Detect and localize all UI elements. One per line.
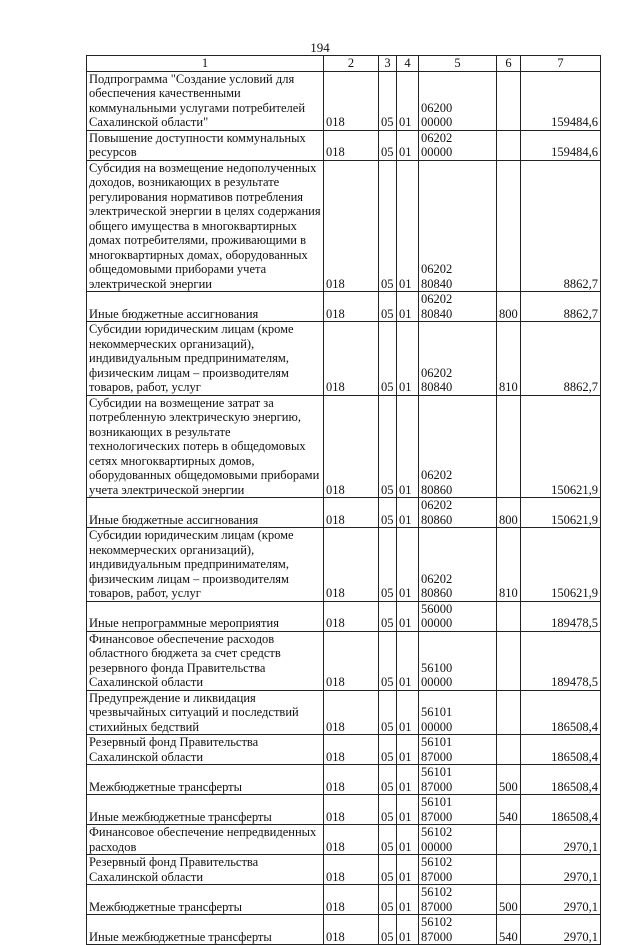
row-subsection: 01: [397, 855, 419, 885]
row-section: 05: [379, 498, 397, 528]
row-amount: 150621,9: [521, 528, 601, 602]
row-name: Иные непрограммные мероприятия: [87, 601, 324, 631]
row-target-direction-code: 80840: [421, 380, 453, 394]
row-name: Иные бюджетные ассигнования: [87, 498, 324, 528]
row-target-direction-code: 80860: [421, 482, 453, 497]
row-target-article: [419, 735, 497, 765]
row-target-article: [419, 71, 497, 130]
row-ministry-code: 018: [324, 71, 379, 130]
row-expense-type: 500: [497, 885, 521, 915]
table-row: [87, 498, 601, 528]
row-ministry-code: 018: [324, 765, 379, 795]
row-subsection: 01: [397, 825, 419, 855]
row-amount: 159484,6: [521, 71, 601, 130]
row-target-program-code: 56101: [421, 765, 453, 779]
row-ministry-code: 018: [324, 160, 379, 292]
table-row: [87, 160, 601, 292]
row-section: 05: [379, 71, 397, 130]
row-section: 05: [379, 601, 397, 631]
row-expense-type: [497, 690, 521, 735]
row-name: Межбюджетные трансферты: [87, 885, 324, 915]
row-ministry-code: 018: [324, 292, 379, 322]
row-expense-type: [497, 601, 521, 631]
row-amount: 150621,9: [521, 395, 601, 498]
row-section: 05: [379, 322, 397, 396]
row-amount: 186508,4: [521, 690, 601, 735]
row-expense-type: [497, 855, 521, 885]
table-row: [87, 795, 601, 825]
row-target-program-code: 56102: [421, 825, 453, 839]
row-amount: 8862,7: [521, 322, 601, 396]
column-header-2: 2: [324, 56, 379, 72]
row-target-direction-code: 00000: [421, 616, 453, 630]
budget-table: [86, 55, 601, 945]
row-target-program-code: 56101: [421, 795, 453, 809]
row-section: 05: [379, 885, 397, 915]
row-section: 05: [379, 690, 397, 735]
table-row: [87, 915, 601, 945]
row-target-program-code: 06202: [421, 365, 453, 380]
row-amount: 159484,6: [521, 130, 601, 160]
row-target-article: [419, 601, 497, 631]
row-expense-type: [497, 825, 521, 855]
row-subsection: 01: [397, 160, 419, 292]
row-expense-type: [497, 130, 521, 160]
row-name: Резервный фонд Правительства Сахалинской области: [87, 855, 324, 885]
row-expense-type: 810: [497, 322, 521, 396]
row-expense-type: 810: [497, 528, 521, 602]
row-subsection: 01: [397, 71, 419, 130]
row-target-program-code: 56101: [421, 735, 453, 749]
row-name: Финансовое обеспечение непредвиденных расходов: [87, 825, 324, 855]
row-target-direction-code: 87000: [421, 749, 453, 764]
row-expense-type: [497, 71, 521, 130]
table-row: [87, 130, 601, 160]
row-ministry-code: 018: [324, 631, 379, 690]
table-row: [87, 322, 601, 396]
row-amount: 189478,5: [521, 631, 601, 690]
row-ministry-code: 018: [324, 690, 379, 735]
table-row: [87, 528, 601, 602]
row-target-program-code: 06202: [421, 130, 453, 145]
row-ministry-code: 018: [324, 885, 379, 915]
row-target-article: [419, 631, 497, 690]
table-row: [87, 601, 601, 631]
row-subsection: 01: [397, 498, 419, 528]
row-target-article: [419, 795, 497, 825]
row-subsection: 01: [397, 322, 419, 396]
row-subsection: 01: [397, 885, 419, 915]
table-row: [87, 690, 601, 735]
table-row: [87, 885, 601, 915]
row-target-program-code: 06202: [421, 468, 453, 482]
row-section: 05: [379, 735, 397, 765]
row-target-direction-code: 87000: [421, 809, 453, 824]
row-subsection: 01: [397, 915, 419, 945]
row-amount: 2970,1: [521, 915, 601, 945]
row-section: 05: [379, 855, 397, 885]
row-target-direction-code: 87000: [421, 929, 453, 944]
row-target-article: [419, 915, 497, 945]
row-section: 05: [379, 528, 397, 602]
row-name: Иные межбюджетные трансферты: [87, 915, 324, 945]
table-header: [87, 56, 601, 72]
row-expense-type: [497, 631, 521, 690]
row-amount: 8862,7: [521, 292, 601, 322]
row-target-direction-code: 00000: [421, 719, 453, 734]
row-section: 05: [379, 631, 397, 690]
table-body: [87, 71, 601, 945]
row-target-direction-code: 00000: [421, 675, 453, 689]
row-target-program-code: 56100: [421, 660, 453, 675]
row-ministry-code: 018: [324, 855, 379, 885]
row-target-article: [419, 160, 497, 292]
row-target-direction-code: 87000: [421, 779, 453, 794]
row-target-direction-code: 80840: [421, 276, 453, 291]
row-target-article: [419, 528, 497, 602]
row-target-article: [419, 395, 497, 498]
row-expense-type: [497, 395, 521, 498]
row-target-article: [419, 690, 497, 735]
row-expense-type: 500: [497, 765, 521, 795]
row-subsection: 01: [397, 735, 419, 765]
row-ministry-code: 018: [324, 735, 379, 765]
row-target-program-code: 06200: [421, 100, 453, 115]
row-target-article: [419, 765, 497, 795]
row-subsection: 01: [397, 631, 419, 690]
row-target-direction-code: 80860: [421, 586, 453, 600]
row-target-direction-code: 00000: [421, 115, 453, 129]
row-name: Предупреждение и ликвидация чрезвычайных ситуаций и последствий стихийных бедствий: [87, 690, 324, 735]
row-target-article: [419, 322, 497, 396]
table-row: [87, 631, 601, 690]
table-row: [87, 71, 601, 130]
row-expense-type: [497, 160, 521, 292]
row-target-direction-code: 80840: [421, 306, 453, 321]
column-header-6: 6: [497, 56, 521, 72]
row-target-direction-code: 00000: [421, 839, 453, 854]
row-target-program-code: 56101: [421, 705, 453, 719]
row-section: 05: [379, 292, 397, 322]
row-amount: 8862,7: [521, 160, 601, 292]
row-ministry-code: 018: [324, 528, 379, 602]
row-amount: 189478,5: [521, 601, 601, 631]
table-row: [87, 855, 601, 885]
row-subsection: 01: [397, 690, 419, 735]
row-target-article: [419, 825, 497, 855]
row-subsection: 01: [397, 395, 419, 498]
row-amount: 2970,1: [521, 825, 601, 855]
row-subsection: 01: [397, 601, 419, 631]
row-name: Иные бюджетные ассигнования: [87, 292, 324, 322]
table-row: [87, 765, 601, 795]
row-name: Субсидии юридическим лицам (кроме некоммерческих организаций), индивидуальным предпринимателям, физическим лицам – производителям товаров, работ, услуг: [87, 528, 324, 602]
row-section: 05: [379, 130, 397, 160]
row-name: Повышение доступности коммунальных ресурсов: [87, 130, 324, 160]
row-amount: 2970,1: [521, 885, 601, 915]
row-ministry-code: 018: [324, 130, 379, 160]
row-target-program-code: 06202: [421, 571, 453, 586]
column-header-7: 7: [521, 56, 601, 72]
row-section: 05: [379, 825, 397, 855]
row-ministry-code: 018: [324, 322, 379, 396]
column-header-5: 5: [419, 56, 497, 72]
row-expense-type: 800: [497, 498, 521, 528]
row-name: Иные межбюджетные трансферты: [87, 795, 324, 825]
row-target-direction-code: 87000: [421, 869, 453, 884]
row-target-program-code: 56102: [421, 885, 453, 899]
column-header-1: 1: [87, 56, 324, 72]
row-name: Субсидии юридическим лицам (кроме некоммерческих организаций), индивидуальным предпринимателям, физическим лицам – производителям товаров, работ, услуг: [87, 322, 324, 396]
row-expense-type: 540: [497, 795, 521, 825]
row-amount: 186508,4: [521, 765, 601, 795]
row-ministry-code: 018: [324, 498, 379, 528]
row-amount: 186508,4: [521, 735, 601, 765]
row-subsection: 01: [397, 528, 419, 602]
row-name: Подпрограмма "Создание условий для обеспечения качественными коммунальными услугами потребителей Сахалинской области": [87, 71, 324, 130]
row-subsection: 01: [397, 795, 419, 825]
table-row: [87, 292, 601, 322]
row-name: Резервный фонд Правительства Сахалинской области: [87, 735, 324, 765]
row-ministry-code: 018: [324, 601, 379, 631]
table-row: [87, 395, 601, 498]
row-name: Субсидия на возмещение недополученных доходов, возникающих в результате регулирования нормативов потребления электрической энергии в целях содержания общего имущества в многоквартирных домах потребителями, проживающими в многоквартирных домах, оборудованных общедомовыми приборами учета электрической энергии: [87, 160, 324, 292]
row-section: 05: [379, 160, 397, 292]
row-ministry-code: 018: [324, 795, 379, 825]
row-section: 05: [379, 795, 397, 825]
row-subsection: 01: [397, 130, 419, 160]
row-target-program-code: 06202: [421, 292, 453, 306]
row-target-program-code: 56102: [421, 915, 453, 929]
row-target-article: [419, 498, 497, 528]
row-target-article: [419, 130, 497, 160]
row-target-program-code: 56000: [421, 601, 453, 616]
page-number: 194: [310, 40, 330, 55]
row-section: 05: [379, 395, 397, 498]
row-ministry-code: 018: [324, 395, 379, 498]
row-target-direction-code: 80860: [421, 512, 453, 527]
header-row: [87, 56, 601, 72]
row-name: Межбюджетные трансферты: [87, 765, 324, 795]
row-target-program-code: 56102: [421, 855, 453, 869]
row-target-article: [419, 292, 497, 322]
row-amount: 150621,9: [521, 498, 601, 528]
row-ministry-code: 018: [324, 915, 379, 945]
row-ministry-code: 018: [324, 825, 379, 855]
row-target-direction-code: 87000: [421, 899, 453, 914]
row-subsection: 01: [397, 765, 419, 795]
row-amount: 2970,1: [521, 855, 601, 885]
row-name: Финансовое обеспечение расходов областного бюджета за счет средств резервного фонда Правительства Сахалинской области: [87, 631, 324, 690]
column-header-3: 3: [379, 56, 397, 72]
table-row: [87, 735, 601, 765]
row-target-article: [419, 855, 497, 885]
column-header-4: 4: [397, 56, 419, 72]
row-expense-type: [497, 735, 521, 765]
row-target-direction-code: 00000: [421, 145, 453, 159]
row-section: 05: [379, 765, 397, 795]
row-subsection: 01: [397, 292, 419, 322]
table-row: [87, 825, 601, 855]
row-expense-type: 800: [497, 292, 521, 322]
row-expense-type: 540: [497, 915, 521, 945]
row-section: 05: [379, 915, 397, 945]
row-target-program-code: 06202: [421, 262, 453, 276]
row-name: Субсидии на возмещение затрат за потребленную электрическую энергию, возникающих в результате технологических потерь в общедомовых сетях многоквартирных домов, оборудованных общедомовыми приборами учета электрической энергии: [87, 395, 324, 498]
row-amount: 186508,4: [521, 795, 601, 825]
row-target-article: [419, 885, 497, 915]
row-target-program-code: 06202: [421, 498, 453, 512]
